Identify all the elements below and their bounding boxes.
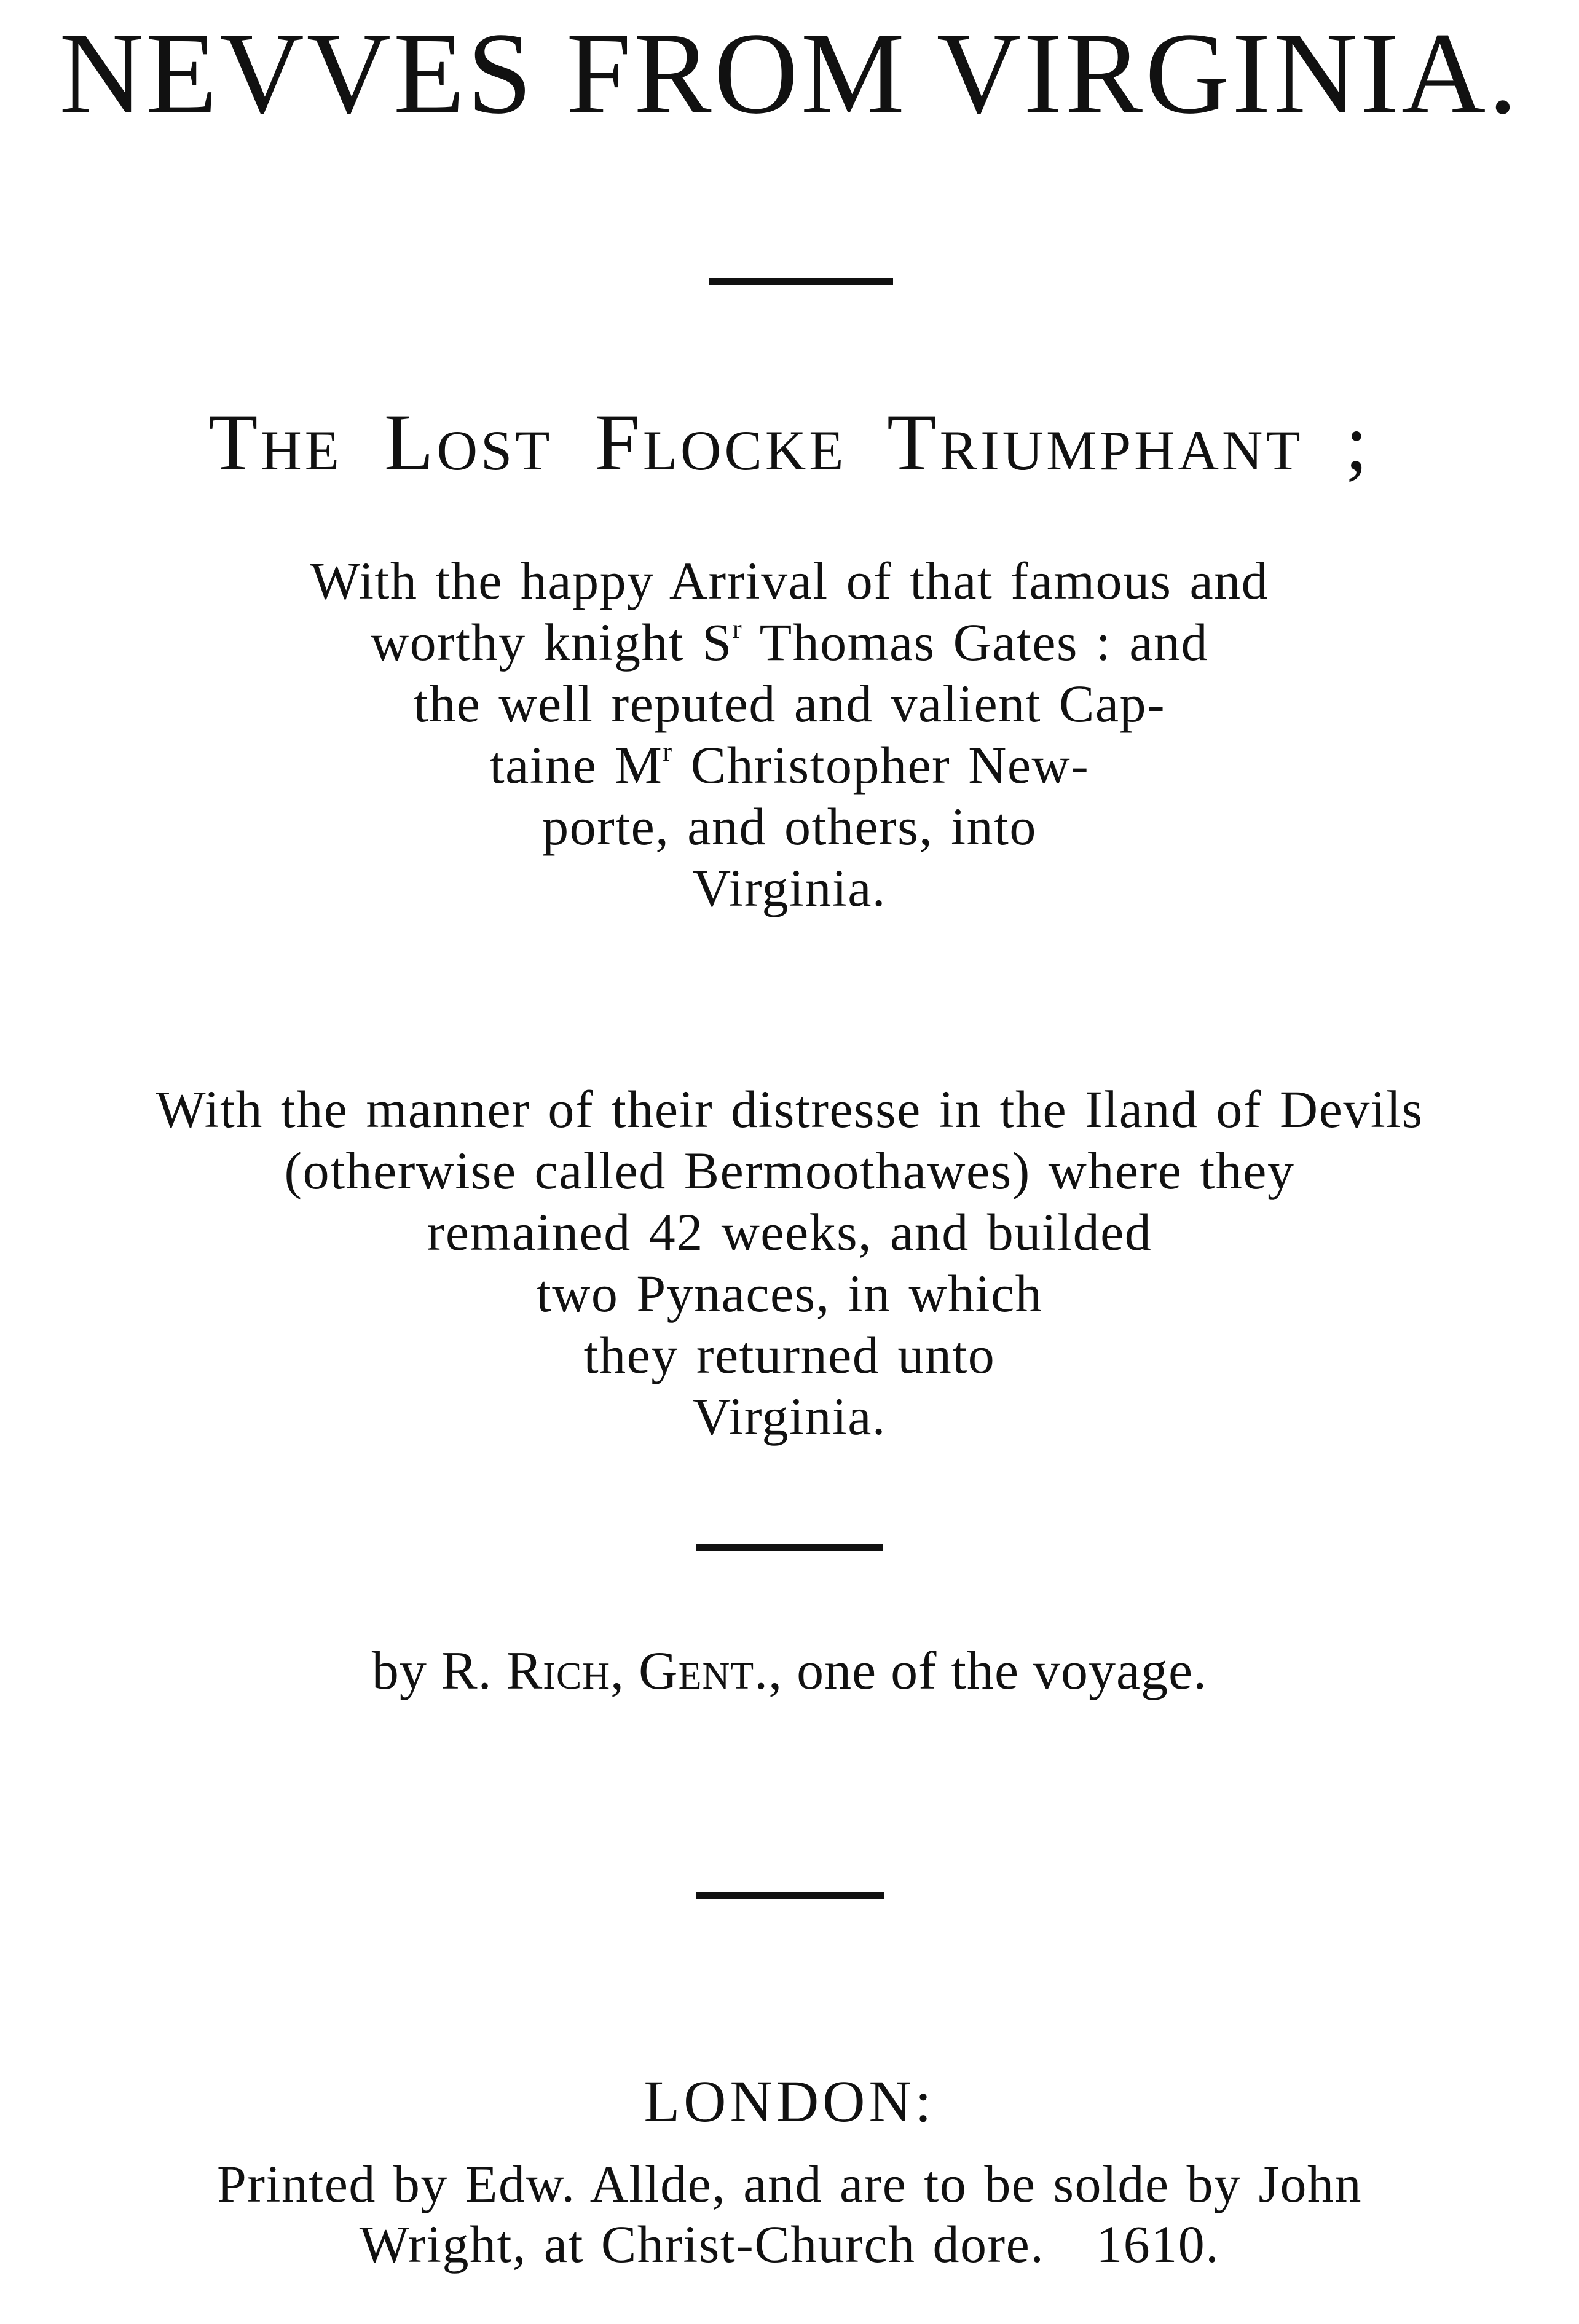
paragraph-line: With the happy Arrival of that famous and [310,551,1269,610]
paragraph-line: they returned unto [583,1325,996,1384]
author-byline [0,1641,1579,1702]
paragraph-line: (otherwise called Bermoothawes) where they [284,1141,1295,1200]
divider-rule-top [709,278,893,285]
text-fragment: taine M [489,736,663,795]
subtitle: The Lost Flocke Triumphant ; [208,397,1371,487]
paragraph-line: Virginia. [693,858,886,917]
byline-suffix: , one of the voyage. [768,1641,1208,1701]
printer-imprint [0,2154,1579,2274]
paragraph-line [0,611,1579,673]
author-rank: Gent. [639,1641,769,1701]
paragraph-line: Virginia. [693,1387,886,1446]
imprint-place: LONDON: [644,2068,935,2134]
paragraph-line: two Pynaces, in which [536,1264,1043,1323]
main-title: NEVVES FROM VIRGINIA. [59,9,1520,138]
paragraph-line: the well reputed and valient Cap- [413,674,1166,733]
text-fragment: Thomas Gates : and [742,613,1209,672]
paragraph-line: With the manner of their distresse in the Iland of Devils [156,1080,1423,1139]
superscript: r [663,736,673,767]
paragraph-line: porte, and others, into [542,797,1037,856]
description-paragraph-distresse [0,1078,1579,1447]
byline-prefix: by [371,1641,441,1701]
text-fragment: Christopher New- [672,736,1090,795]
divider-rule-middle [696,1544,883,1551]
description-paragraph-arrival [0,550,1579,919]
author-name: R. Rich [441,1641,611,1701]
superscript: r [732,613,743,645]
text-fragment: worthy knight S [370,613,733,672]
paragraph-line [0,734,1579,796]
imprint-line: Wright, at Christ-Church dore. 1610. [359,2215,1220,2274]
byline-separator: , [610,1641,639,1701]
imprint-line: Printed by Edw. Allde, and are to be solde by John [216,2154,1362,2213]
paragraph-line: remained 42 weeks, and builded [427,1203,1152,1262]
divider-rule-bottom [696,1892,884,1899]
